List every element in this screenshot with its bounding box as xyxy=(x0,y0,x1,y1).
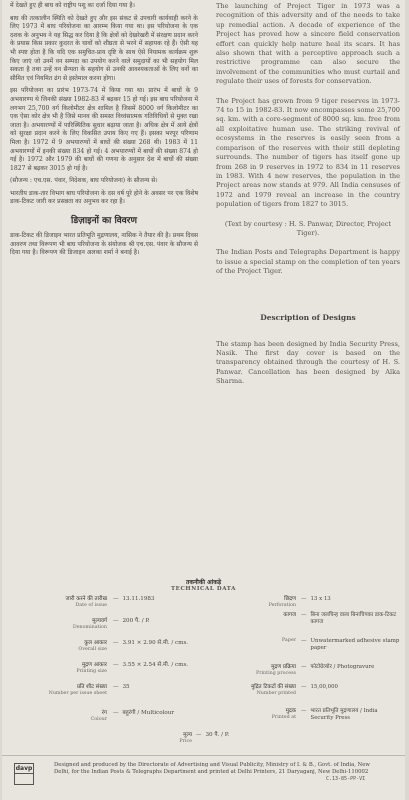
footer-credit-text: Designed and produced by the Directorate of Advertising and Visual Publicity, Ministry of I. & B., Govt. of India, New Delhi, for the Indian Posts & Telegraphs Department and printed at Delhi Printers, 21 Daryaganj, New Delhi-110002 xyxy=(54,762,370,776)
hindi-design-heading: डिज़ाइनों का विवरण xyxy=(71,216,137,227)
row-label-hindi: मुद्रण आकार xyxy=(82,662,107,668)
english-paragraph: The Project has grown from 9 tiger reserves in 1973-74 to 15 in 1982-83. It now encompasses some 25,700 sq. km. with a core-segment of 8000 sq. km. free from all exploitative human use. The striking revival of ecosystems in the reserves is easily seen from a comparison of the reserves with their still depleting surrounds. The number of tigers has itself gone up from 268 in 9 reserves in 1972 to 834 in 11 reserves in 1983. With 4 new reserves, the population in the Project areas now stands at 979. All India censuses of 1972 and 1979 reveal an increase in the country population of tigers from 1827 to 3015. xyxy=(216,96,400,209)
english-paragraph: The launching of Project Tiger in 1973 was a recognition of this adversity and of the needs to take up remedial action. A decade of experience of the Project has proved how a sincere field conservation effort can quickly help nature heal its scars. It has also shown that with a perceptive approach such a restrictive programme can also secure the involvement of the communities who must curtail and regulate their uses of forests for conservation. xyxy=(216,2,400,86)
data-row-printing-process: मुद्रण प्रक्रिया Printing process — फोटोग्रेव्योर / Photogravure xyxy=(230,664,401,677)
row-value: बिना जलचिन्ह वाला बिनाचिपका डाक-टिकट कागज xyxy=(310,612,397,625)
row-label-english: Date of issue xyxy=(75,603,107,608)
data-row-number-per-sheet: प्रति शीट संख्या Number per issue sheet — 35 xyxy=(2,684,130,697)
data-row-overall-size: कुल आकार Overall size — 3.91 × 2.90 से.मी. / cms. xyxy=(2,640,188,653)
row-label-hindi: कुल आकार xyxy=(84,640,107,646)
english-paragraph: The Indian Posts and Telegraphs Department is happy to issue a special stamp on the completion of ten years of the Project Tiger. xyxy=(216,248,400,276)
footer-divider xyxy=(2,755,405,756)
row-label-hindi: प्रति शीट संख्या xyxy=(76,684,107,690)
row-label-hindi: छिद्रण xyxy=(284,596,296,602)
technical-data-heading xyxy=(2,578,405,592)
hindi-paragraph: भारतीय डाक-तार विभाग बाघ परियोजना के दस वर्ष पूरे होने के अवसर पर एक विशेष डाक-टिकट जारी कर प्रसन्नता का अनुभव कर रहा है। xyxy=(10,189,198,206)
row-label-hindi: मुद्रित टिकटों की संख्या xyxy=(251,684,296,690)
row-value: 3.91 × 2.90 से.मी. / cms. xyxy=(122,640,189,646)
price-row: मूल्य Price — 30 पै. / P. xyxy=(152,732,229,745)
data-row-denomination: मूल्यवर्ग Denomination — 200 पै. / P. xyxy=(2,618,150,631)
row-label-hindi: मूल्यवर्ग xyxy=(92,618,107,624)
row-label-hindi: रंग xyxy=(101,710,107,716)
document-sheet xyxy=(2,0,405,800)
row-value: 200 पै. / P. xyxy=(122,618,150,624)
logo-text: davp xyxy=(15,765,33,772)
row-value: 13.11.1983 xyxy=(122,596,155,602)
hindi-paragraph: इस परियोजना का प्रारंभ 1973-74 में किया गया था। प्रारंभ में बाघों के 9 अभयारण्य थे जिनकी संख्या 1982-83 में बढ़कर 15 हो गई। इस बाघ परियोजना में लगभग 25,700 वर्ग किलोमीटर क्षेत्र शामिल है जिसमें 8000 वर्ग किलोमीटर का एक ऐसा कोर क्षेत्र भी है जिसे मानव की समस्त विध्वंसात्मक गतिविधियों से मुक्त रखा जाता है। अभयारण्यों में पारिस्थितिक सुधार बढ़ाया जाता है। अधिक क्षेत्र में आये क्षेत्रों को सुरक्षा प्रदान करने के लिए विकसित उपाय किए गए हैं। इसका भरपूर परिणाम मिला है। 1972 में 9 अभयारण्यों में बाघों की संख्या 268 थी। 1983 में 11 अभयारण्यों में इनकी संख्या 834 हो गई। 4 अभयारण्यों में बाघों की संख्या 874 हो गई है। 1972 और 1979 की बाघों की गणना के अनुसार देश में बाघों की संख्या 1827 से बढ़कर 3015 हो गई है। xyxy=(10,87,198,172)
data-row-paper: Paper — Unwatermarked adhesive stamp paper xyxy=(230,638,401,652)
row-label-hindi: मुद्रण प्रक्रिया xyxy=(271,664,296,670)
row-label-english: Printing process xyxy=(256,671,296,676)
data-row-printed-at: मुद्रक Printed at — भारत प्रतिभूति मुद्रणालय / India Security Press xyxy=(230,708,401,722)
footer xyxy=(2,760,405,790)
row-value: 3.55 × 2.54 से.मी. / cms. xyxy=(122,662,189,668)
row-label-english: Colour xyxy=(90,717,107,722)
data-row-perforation: छिद्रण Perforation — 13 x 13 xyxy=(230,596,401,609)
hindi-design-paragraph: डाक-टिकट की डिजाइन भारत प्रतिभूति मुद्रणालय, नासिक ने तैयार की है। प्रथम दिवस आवरण तथा विरूपण भी बाघ परियोजना के संयोजक श्री एच.एस. पंवार के सौजन्य से दिया गया है। विरूपण की डिजाइन अलका शर्मा ने बनाई है। xyxy=(10,232,198,257)
row-label-hindi: कागज xyxy=(283,612,296,618)
technical-data-heading-hindi: तकनीकी आंकड़े xyxy=(185,579,222,586)
row-value: भारत प्रतिभूति मुद्रणालय / India Security Press xyxy=(310,708,378,721)
row-value: बहुरंगी / Multicolour xyxy=(122,710,175,716)
english-design-paragraph: The stamp has been designed by India Security Press, Nasik. The first day cover is based on the transparency obtained through the courtesy of H. S. Panwar. Cancellation has been designed by Alka Sharma. xyxy=(216,339,400,386)
hindi-column xyxy=(10,2,198,262)
row-label-hindi: मुद्रक xyxy=(285,708,296,714)
row-value: 35 xyxy=(122,684,130,690)
hindi-paragraph: बाघ की तत्कालीन स्थिति को देखते हुए और इस संकट से उपचारी कार्यवाही करने के लिए 1973 में बाघ परियोजना का आरम्भ किया गया था। इस परियोजना के एक दशक के अनुभव ने यह सिद्ध कर दिया है कि क्षेत्रों को देखरेखरी में संरक्षण प्रदान करने के प्रयास किस प्रकार कुदरत के घावों को शीघ्रता से भरने में सहायक रहे हैं। ऐसी यह भी स्पष्ट होता है कि यदि एक समुचित-प्राय दृष्टि के साथ ऐसे नियामक कार्यक्रम शुरू किए जाएं जो उनमें वन सम्पदा का उपयोग करने वाले समुदायों का भी सहयोग मिल सकता है तथा उन्हें वन सैन्यता के सहयोग से उनकी आवश्यकताओं के लिए वनों का सीमित एवं नियमित ढंग से इस्तेमाल करना होगा। xyxy=(10,14,198,82)
row-label-english: Number printed xyxy=(256,691,296,696)
data-row-paper-hindi: कागज — बिना जलचिन्ह वाला बिनाचिपका डाक-टिकट कागज xyxy=(230,612,401,626)
technical-data-heading-english: TECHNICAL DATA xyxy=(170,586,237,592)
row-value: 15,00,000 xyxy=(310,684,338,690)
row-value: फोटोग्रेव्योर / Photogravure xyxy=(310,664,375,670)
row-label-hindi: जारी करने की तारीख xyxy=(65,596,107,602)
davp-logo-icon xyxy=(14,763,34,785)
row-label-english: Perforation xyxy=(268,603,296,608)
hindi-paragraph: में देखते हुए ही बाघ को राष्ट्रीय पशु का दर्जा दिया गया है। xyxy=(10,2,135,9)
row-label-english: Printed at xyxy=(271,715,296,720)
data-row-printing-size: मुद्रण आकार Printing size — 3.55 × 2.54 से.मी. / cms. xyxy=(2,662,188,675)
row-label-english: Number per issue sheet xyxy=(48,691,107,696)
row-value: Unwatermarked adhesive stamp paper xyxy=(310,638,400,651)
data-row-date-of-issue: जारी करने की तारीख Date of issue — 13.11.1983 xyxy=(2,596,155,609)
row-label-english: Paper xyxy=(281,638,296,643)
row-value: 13 x 13 xyxy=(310,596,331,602)
row-label-english: Printing size xyxy=(76,669,107,674)
english-design-heading: Description of Designs xyxy=(260,312,356,322)
hindi-credit: (सौजन्य : एच.एस. पंवार, निदेशक, बाघ परियोजना) के सौजन्य से। xyxy=(10,177,158,185)
english-credit: (Text by courtesy : H. S. Panwar, Director, Project Tiger). xyxy=(224,219,392,237)
footer-code: C.13-85-PP-VI xyxy=(326,776,366,782)
row-label-english: Denomination xyxy=(72,625,107,630)
english-column xyxy=(216,2,400,397)
row-label-english: Overall size xyxy=(78,647,107,652)
price-label-english: Price xyxy=(179,739,192,744)
data-row-colour: रंग Colour — बहुरंगी / Multicolour xyxy=(2,710,174,723)
data-row-number-printed: मुद्रित टिकटों की संख्या Number printed — 15,00,000 xyxy=(230,684,401,697)
price-label-hindi: मूल्य xyxy=(183,732,192,738)
price-value: 30 पै. / P. xyxy=(205,732,230,738)
